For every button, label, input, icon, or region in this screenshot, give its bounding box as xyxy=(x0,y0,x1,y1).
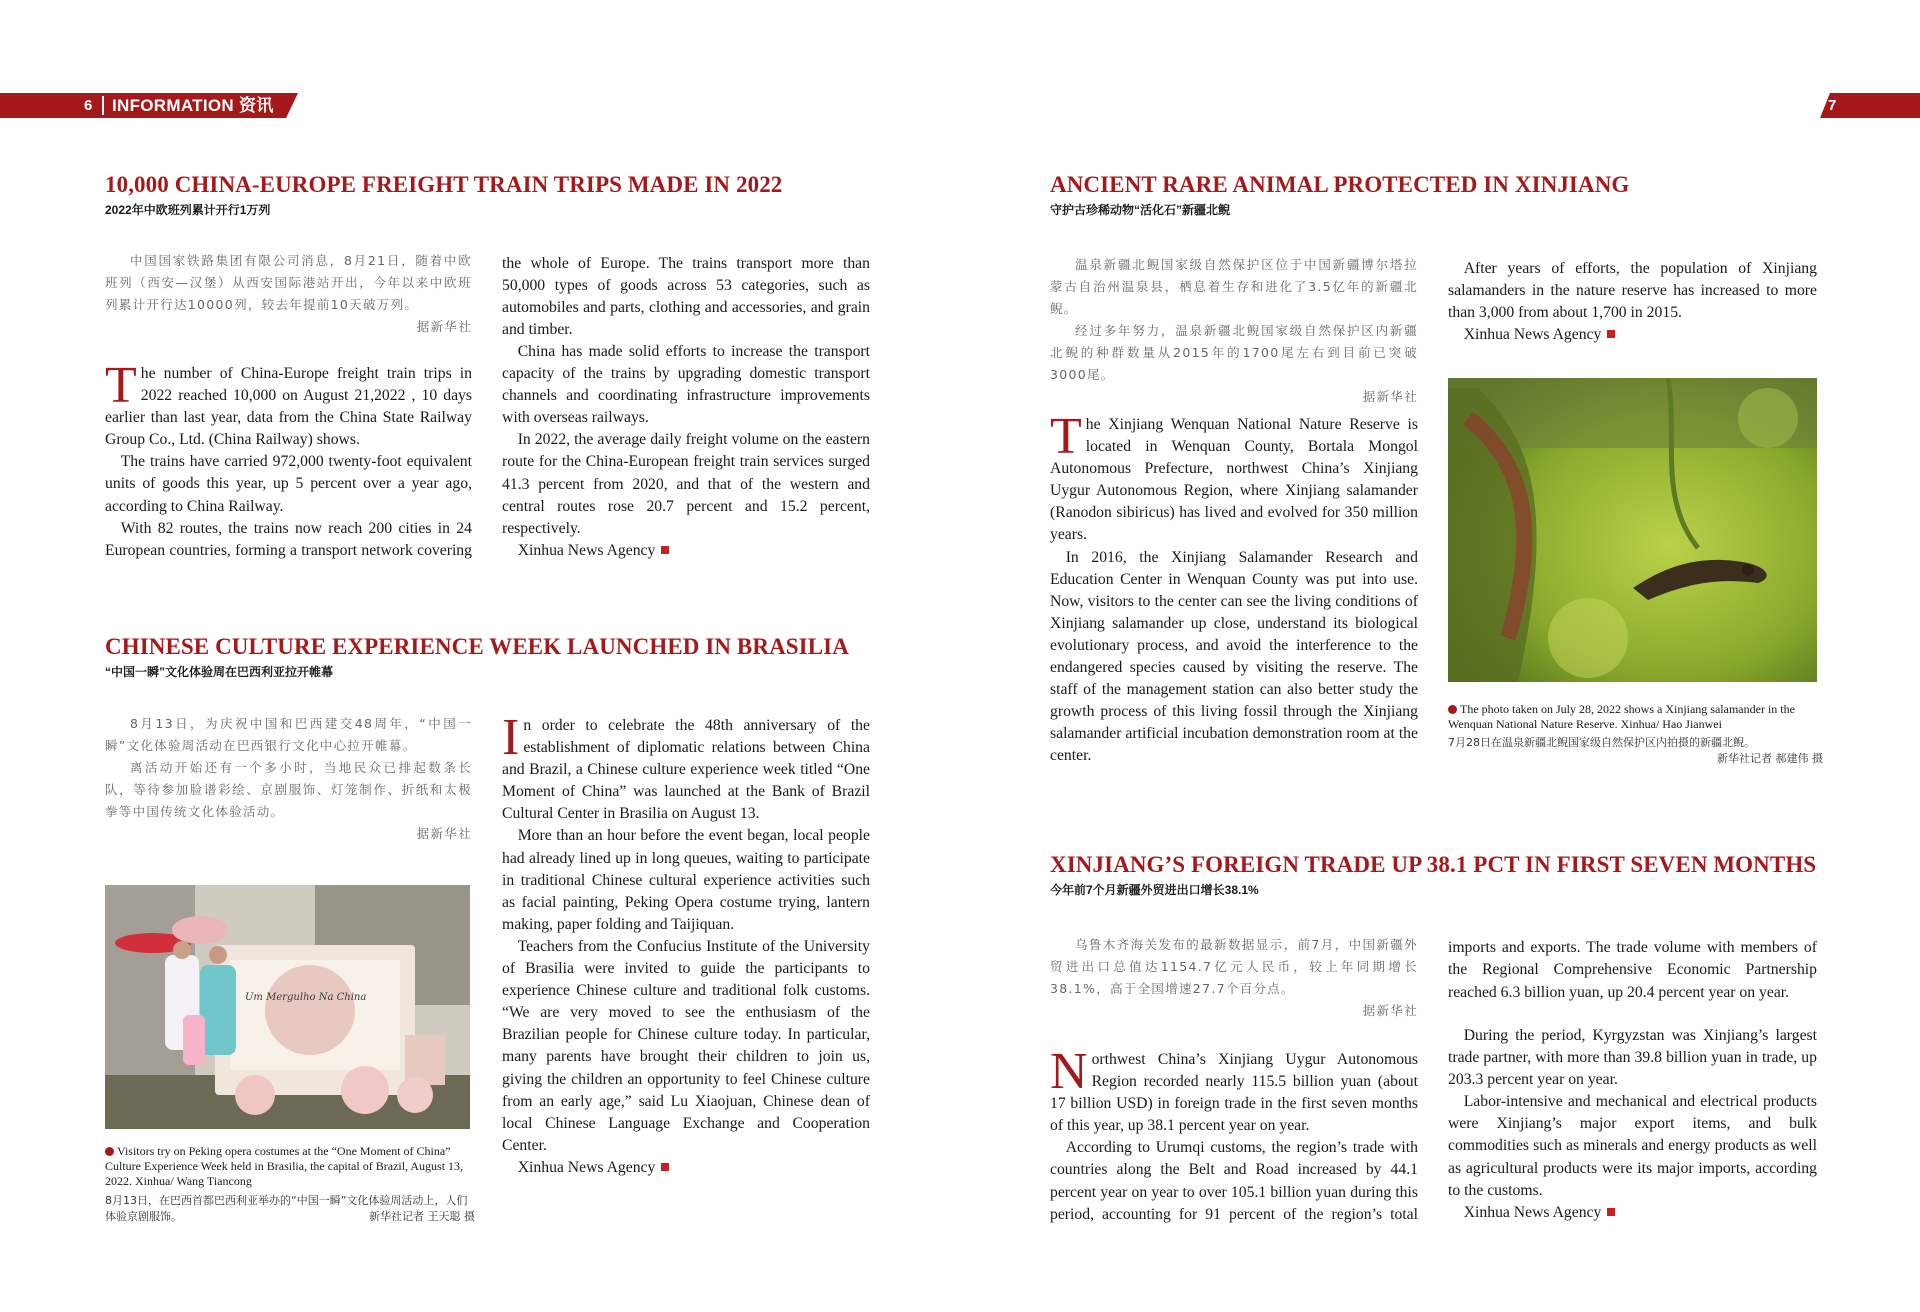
salamander-title: ANCIENT RARE ANIMAL PROTECTED IN XINJIANG xyxy=(1050,172,1630,197)
photo-sign-text: Um Mergulho Na China xyxy=(245,992,367,1003)
end-mark-icon xyxy=(661,1163,669,1171)
drop-cap: T xyxy=(105,357,137,414)
end-mark-icon xyxy=(661,546,669,554)
culture-agency: Xinhua News Agency xyxy=(517,1158,656,1176)
culture-body: In order to celebrate the 48th anniversary of the establishment of diplomatic relations between China and Brazil, a Chinese culture experience week titled “One Moment of China” was launched at the Bank of Brazil Cultural Center in Brasilia on August 13. More than an hour before the event began, local people had already lined up in long queues, waiting to participate in traditional Chinese cultural experience activities such as facial painting, Peking Opera costume trying, lantern making, paper folding and Taijiquan. Teachers from the Confucius Institute of the University of Brasilia were invited to guide the participants to experience Chinese culture and traditional folk customs. “We are very moved to see the enthusiasm of the Brazilian people for Chinese culture today. In particular, many parents have brought their children to join us, giving the children an opportunity to feel Chinese culture from an early age,” said Lu Xiaojuan, Chinese dean of local Chinese Language Exchange and Cooperation Center. Xinhua News Agency xyxy=(502,709,870,1176)
culture-subtitle: “中国一瞬”文化体验周在巴西利亚拉开帷幕 xyxy=(105,665,334,679)
culture-photo xyxy=(105,885,470,1129)
salamander-subtitle: 守护古珍稀动物“活化石”新疆北鲵 xyxy=(1050,203,1231,217)
drop-cap: T xyxy=(1050,408,1082,465)
end-mark-icon xyxy=(1607,330,1615,338)
culture-title: CHINESE CULTURE EXPERIENCE WEEK LAUNCHED IN BRASILIA xyxy=(105,634,849,659)
header-divider xyxy=(102,96,104,115)
trade-body-col1: Northwest China’s Xinjiang Uygur Autonomous Region recorded nearly 115.5 billion yuan (about 17 billion USD) in foreign trade in the first seven months of this year, up 38.1 percent year on year. According to Urumqi customs, the region’s trade with countries along the Belt and Road increased by 44.1 percent year on year to over 105.1 billion yuan during this period, accounting for 91 percent of the region’s total xyxy=(1050,1049,1418,1225)
culture-cn-summary: 8月13日，为庆祝中国和巴西建交48周年，“中国一瞬”文化体验周活动在巴西银行文化中心拉开帷幕。 离活动开始还有一个多小时，当地民众已排起数条长队，等待参加脸谱彩绘、京剧服饰、灯笼制作、折纸和太极拳等中国传统文化体验活动。 据新华社 xyxy=(105,716,472,841)
salamander-body-col2: After years of efforts, the population of Xinjiang salamanders in the nature reserve has increased to more than 3,000 from about 1,700 in 2015. Xinhua News Agency xyxy=(1448,260,1817,344)
end-mark-icon xyxy=(1607,1208,1615,1216)
salamander-photo-caption: The photo taken on July 28, 2022 shows a Xinjiang salamander in the Wenquan National Nature Reserve. Xinhua/ Hao Jianwei xyxy=(1448,702,1795,731)
trade-subtitle: 今年前7个月新疆外贸进出口增长38.1% xyxy=(1050,883,1259,897)
trade-cn-summary: 乌鲁木齐海关发布的最新数据显示，前7月，中国新疆外贸进出口总值达1154.7亿元人民币，较上年同期增长38.1%，高于全国增速27.7个百分点。 据新华社 xyxy=(1050,937,1418,1018)
right-page-number: 7 xyxy=(1828,97,1837,114)
camera-icon xyxy=(105,1147,114,1156)
freight-cn-summary: 中国国家铁路集团有限公司消息，8月21日，随着中欧班列（西安—汉堡）从西安国际港站开出，今年以来中欧班列累计开行达10000列，较去年提前10天破万列。 据新华社 xyxy=(105,253,472,334)
trade-p2: According to Urumqi customs, the region’s trade with countries along the Belt and Road increased by 44.1 percent year on year to over 105.1 billion yuan during this period, accounting for 91 percent of the region’s total xyxy=(1050,1139,1418,1223)
freight-title: 10,000 CHINA-EUROPE FREIGHT TRAIN TRIPS MADE IN 2022 xyxy=(105,172,783,197)
salamander-agency: Xinhua News Agency xyxy=(1463,326,1602,344)
drop-cap: I xyxy=(502,709,520,766)
freight-subtitle: 2022年中欧班列累计开行1万列 xyxy=(105,203,271,217)
trade-body-col2: imports and exports. The trade volume with members of the Regional Comprehensive Economic Partnership reached 6.3 billion yuan, up 20.4 percent year on year. During the period, Kyrgyzstan was Xinjiang’s largest trade partner, with more than 39.8 billion yuan in trade, up 203.3 percent year on year. Labor-intensive and mechanical and electrical products were Xinjiang’s major export items, and bulk commodities such as minerals and energy products as well as agricultural products were its major imports, according to the customs. Xinhua News Agency xyxy=(1448,939,1817,1221)
culture-photo-caption-cn: 8月13日，在巴西首都巴西利亚举办的“中国一瞬”文化体验周活动上，人们体验京剧服饰。 新华社记者 王天聪 摄 xyxy=(105,1194,475,1223)
trade-title: XINJIANG’S FOREIGN TRADE UP 38.1 PCT IN FIRST SEVEN MONTHS xyxy=(1050,852,1817,877)
trade-agency: Xinhua News Agency xyxy=(1463,1203,1602,1221)
salamander-body-col1: The Xinjiang Wenquan National Nature Reserve is located in Wenquan County, Bortala Mongol Autonomous Prefecture, northwest China’s Xinjiang Uygur Autonomous Region, where Xinjiang salamander (Ranodon sibiricus) has lived and evolved for 350 million years. In 2016, the Xinjiang Salamander Research and Education Center in Wenquan County was put into use. Now, visitors to the center can see the living conditions of Xinjiang salamander up close, understand its biological evolutionary process, and avoid the interference to the endangered species caused by visiting the reserve. The staff of the management station can also better study the growth process of this living fossil through the Xinjiang salamander artificial incubation demonstration room at the center. xyxy=(1050,408,1418,765)
section-label: INFORMATION 资讯 xyxy=(112,96,274,115)
freight-body-col2: the whole of Europe. The trains transport more than 50,000 types of goods across 53 categories, such as automobiles and parts, clothing and accessories, and grain and timber. China has made solid efforts to increase the transport capacity of the trains by upgrading domestic transport channels and coordinating infrastructure improvements with overseas railways. In 2022, the average daily freight volume on the eastern route for the China-European freight train services surged 41.3 percent from 2020, and that of the western and central routes rose 20.7 percent and 15.2 percent, respectively. Xinhua News Agency xyxy=(502,255,870,559)
freight-body-col1: The number of China-Europe freight train trips in 2022 reached 10,000 on August 21,2022 , 10 days earlier than last year, data from the China State Railway Group Co., Ltd. (China Railway) shows. The trains have carried 972,000 twenty-foot equivalent units of goods this year, up 5 percent over a year ago, according to China Railway. With 82 routes, the trains now reach 200 cities in 24 European countries, forming a transport network covering xyxy=(105,363,472,562)
salamander-cn-summary: 温泉新疆北鲵国家级自然保护区位于中国新疆博尔塔拉蒙古自治州温泉县，栖息着生存和进化了3.5亿年的新疆北鲵。 经过多年努力，温泉新疆北鲵国家级自然保护区内新疆北鲵的种群数量从2015年的1700尾左右到目前已突破3000尾。 据新华社 xyxy=(1050,257,1418,404)
salamander-photo-caption-cn: 7月28日在温泉新疆北鲵国家级自然保护区内拍摄的新疆北鲵。 新华社记者 郝建伟 摄 xyxy=(1448,736,1823,765)
drop-cap: N xyxy=(1050,1043,1088,1100)
left-page-number: 6 xyxy=(84,97,93,114)
freight-p3: With 82 routes, the trains now reach 200 cities in 24 European countries, forming a transport network covering xyxy=(105,519,472,559)
culture-photo-caption: Visitors try on Peking opera costumes at the “One Moment of China” Culture Experience Week held in Brasilia, the capital of Brazil, August 13, 2022. Xinhua/ Wang Tiancong xyxy=(105,1144,464,1188)
camera-icon xyxy=(1448,705,1457,714)
freight-agency: Xinhua News Agency xyxy=(517,541,656,559)
salamander-photo xyxy=(1448,378,1817,682)
